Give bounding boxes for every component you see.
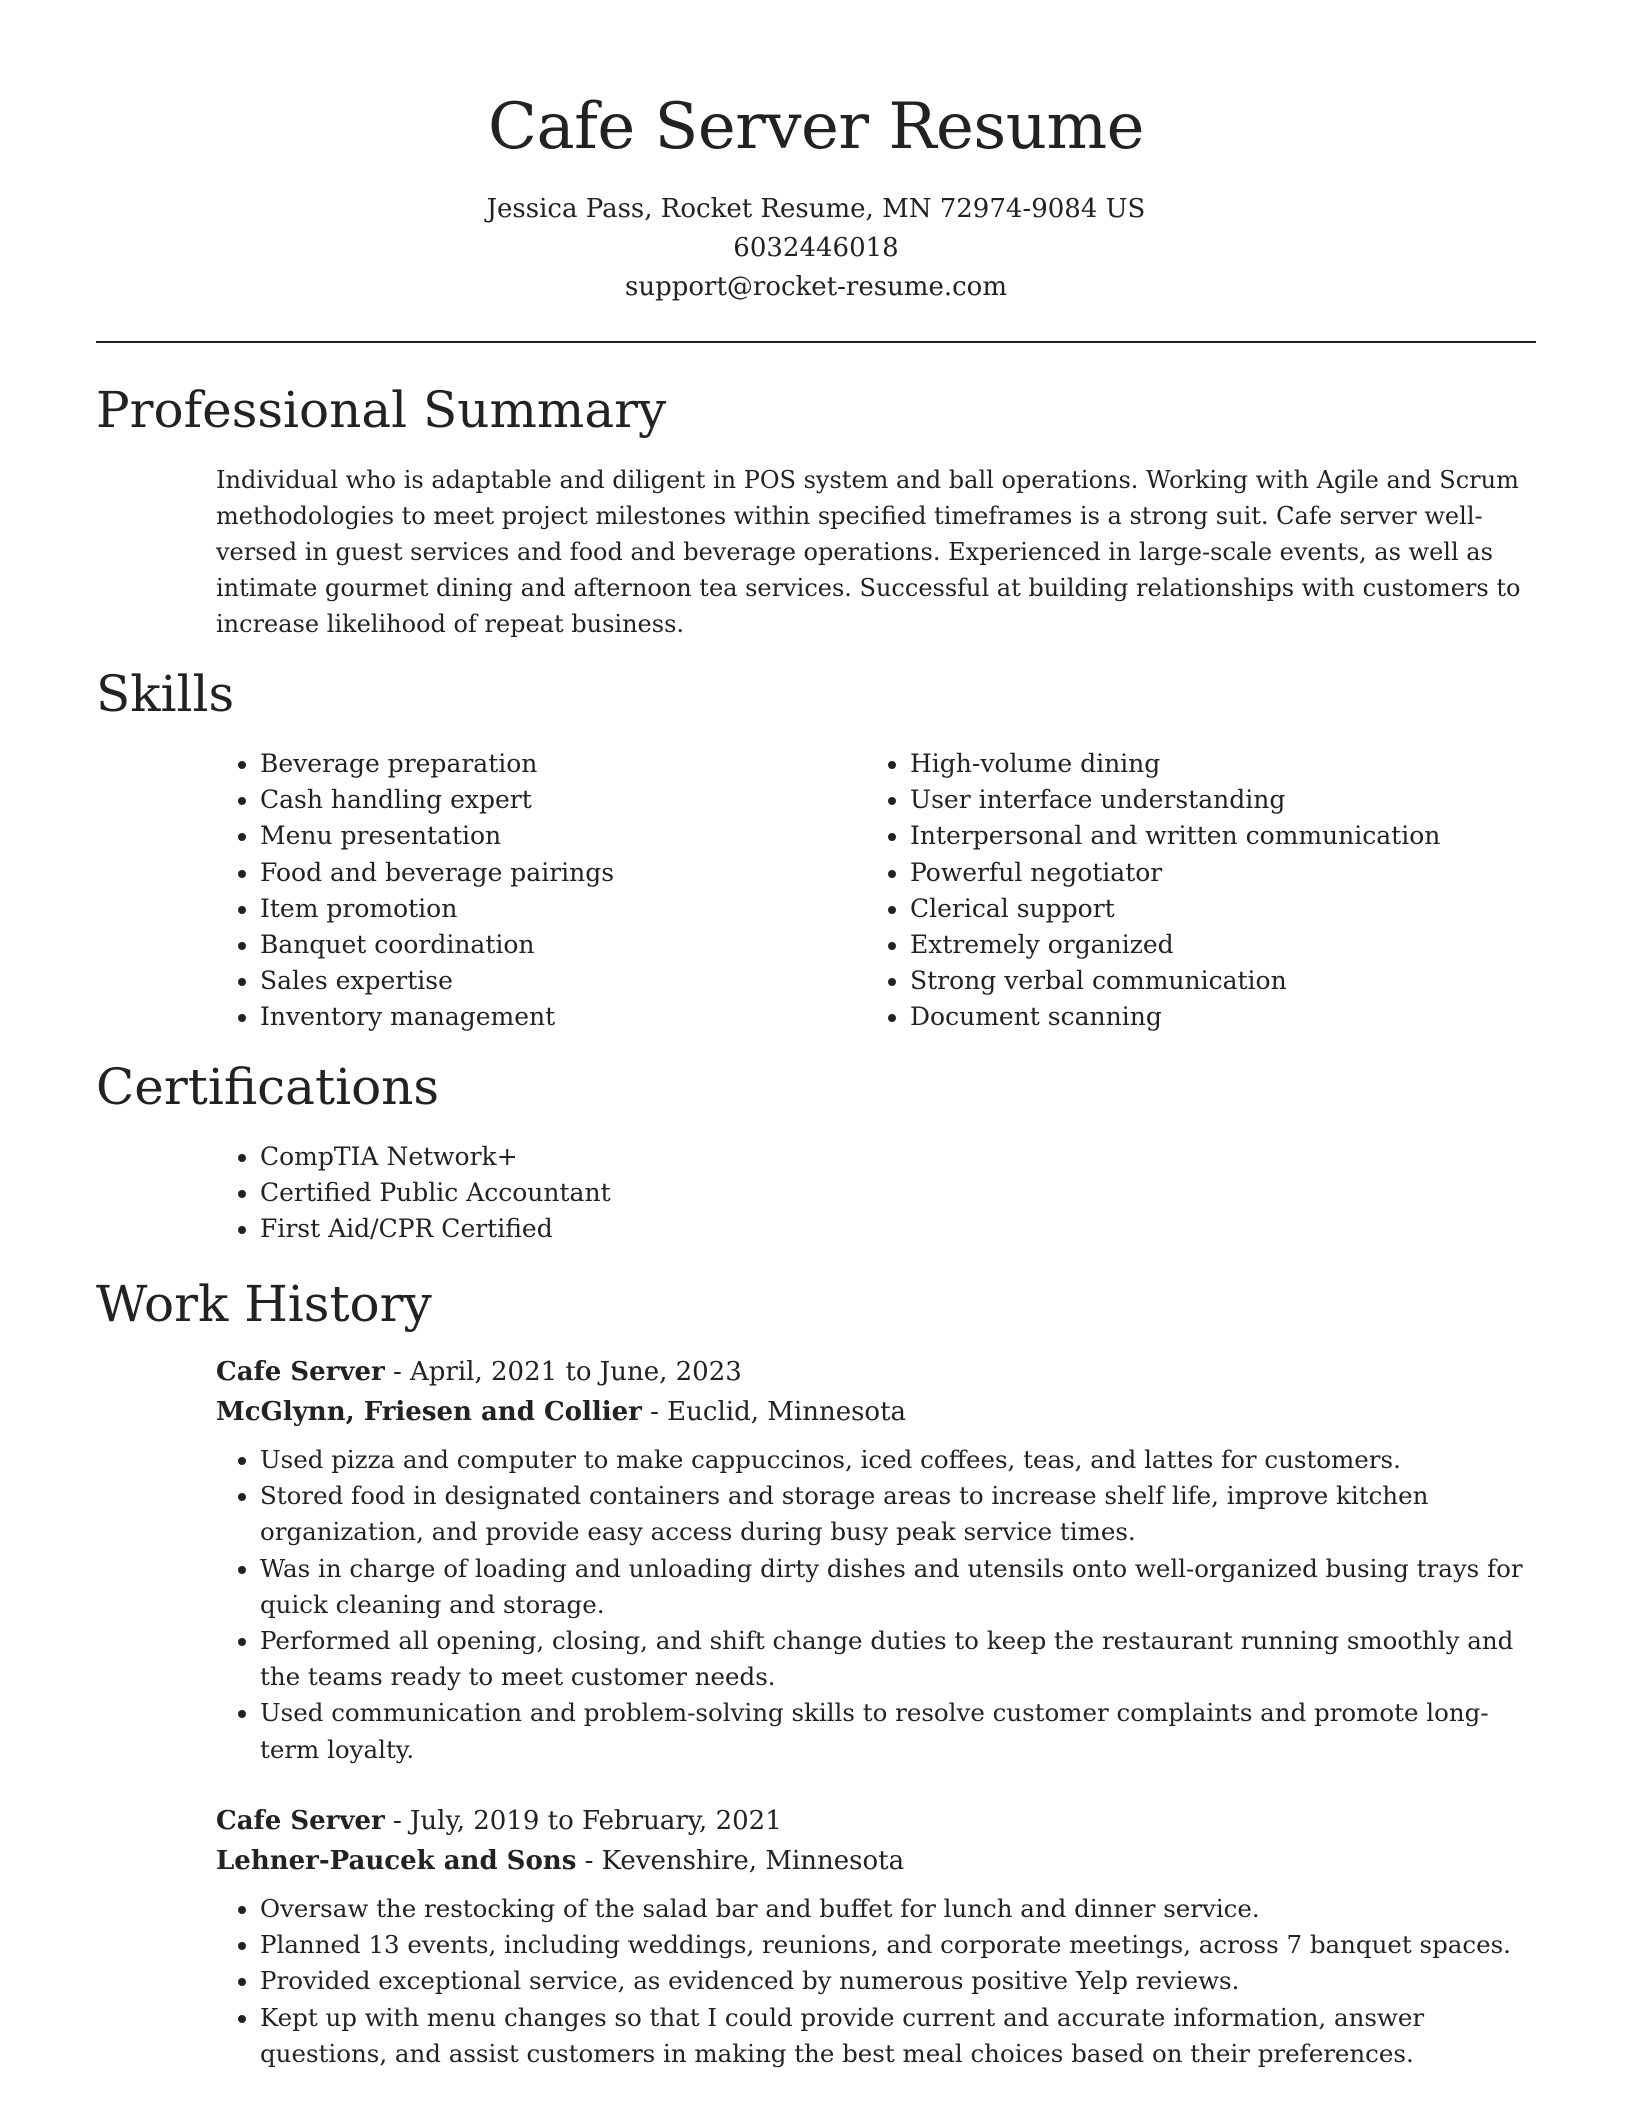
job-entry bbox=[216, 1352, 1546, 1768]
job-location: - Euclid, Minnesota bbox=[641, 1397, 907, 1427]
certification-item: • CompTIA Network+ bbox=[260, 1139, 611, 1175]
header-divider bbox=[96, 341, 1536, 343]
skill-item: • Clerical support bbox=[910, 891, 1526, 927]
skill-item: • Cash handling expert bbox=[260, 782, 816, 818]
job-bullet: • Used communication and problem-solving skills to resolve customer complaints and promote long-term loyalty. bbox=[260, 1695, 1546, 1767]
job-bullet: • Stored food in designated containers and storage areas to increase shelf life, improve kitchen organization, and provide easy access during busy peak service times. bbox=[260, 1478, 1546, 1550]
job-bullet: • Kept up with menu changes so that I could provide current and accurate information, answer questions, and assist customers in making the best meal choices based on their preferences. bbox=[260, 2000, 1546, 2072]
certifications-list bbox=[216, 1139, 611, 1248]
job-bullet: • Performed all opening, closing, and shift change duties to keep the restaurant running smoothly and the teams ready to meet customer needs. bbox=[260, 1623, 1546, 1695]
skill-item: • Powerful negotiator bbox=[910, 855, 1526, 891]
job-title-line bbox=[216, 1801, 1546, 1841]
job-company: McGlynn, Friesen and Collier bbox=[216, 1397, 642, 1427]
job-company-line bbox=[216, 1841, 1546, 1881]
job-bullet: • Planned 13 events, including weddings, reunions, and corporate meetings, across 7 banquet spaces. bbox=[260, 1927, 1546, 1963]
skill-item: • Beverage preparation bbox=[260, 746, 816, 782]
job-title: Cafe Server bbox=[216, 1357, 385, 1387]
skills-column-right bbox=[866, 746, 1526, 1036]
contact-address: Jessica Pass, Rocket Resume, MN 72974-9084 US bbox=[486, 194, 1146, 224]
job-bullet: • Oversaw the restocking of the salad bar and buffet for lunch and dinner service. bbox=[260, 1891, 1546, 1927]
skill-item: • Document scanning bbox=[910, 999, 1526, 1035]
job-title: Cafe Server bbox=[216, 1806, 385, 1836]
job-entry bbox=[216, 1801, 1546, 2072]
resume-title: Cafe Server Resume bbox=[488, 90, 1144, 164]
skill-item: • Extremely organized bbox=[910, 927, 1526, 963]
job-bullet: • Provided exceptional service, as evidenced by numerous positive Yelp reviews. bbox=[260, 1963, 1546, 1999]
job-company-line bbox=[216, 1392, 1546, 1432]
job-company: Lehner-Paucek and Sons bbox=[216, 1846, 577, 1876]
contact-phone: 6032446018 bbox=[733, 233, 899, 263]
job-dates: - April, 2021 to June, 2023 bbox=[384, 1357, 742, 1387]
work-history-heading: Work History bbox=[96, 1275, 432, 1333]
skill-item: • Item promotion bbox=[260, 891, 816, 927]
skill-item: • Interpersonal and written communication bbox=[910, 818, 1526, 854]
contact-email: support@rocket-resume.com bbox=[624, 272, 1007, 302]
job-dates: - July, 2019 to February, 2021 bbox=[384, 1806, 782, 1836]
skill-item: • Inventory management bbox=[260, 999, 816, 1035]
skills-column-left bbox=[216, 746, 816, 1036]
job-title-line bbox=[216, 1352, 1546, 1392]
job-bullet: • Used pizza and computer to make cappuccinos, iced coffees, teas, and lattes for customers. bbox=[260, 1442, 1546, 1478]
skill-item: • Strong verbal communication bbox=[910, 963, 1526, 999]
skill-item: • Sales expertise bbox=[260, 963, 816, 999]
job-location: - Kevenshire, Minnesota bbox=[576, 1846, 905, 1876]
skills-heading: Skills bbox=[96, 665, 235, 723]
contact-block bbox=[96, 190, 1536, 307]
summary-text: Individual who is adaptable and diligent in POS system and ball operations. Working with Agile and Scrum methodologies to meet project milestones within specified timeframes is a strong suit. Cafe server well-versed in guest services and food and beverage operations. Experienced in large-scale events, as well as intimate gourmet dining and afternoon tea services. Successful at building relationships with customers to increase likelihood of repeat business. bbox=[216, 466, 1521, 638]
skill-item: • User interface understanding bbox=[910, 782, 1526, 818]
job-bullet: • Was in charge of loading and unloading dirty dishes and utensils onto well-organized busing trays for quick cleaning and storage. bbox=[260, 1551, 1546, 1623]
certifications-heading: Certifications bbox=[96, 1058, 440, 1116]
skill-item: • Menu presentation bbox=[260, 818, 816, 854]
certification-item: • Certified Public Accountant bbox=[260, 1175, 611, 1211]
skill-item: • Banquet coordination bbox=[260, 927, 816, 963]
skill-item: • High-volume dining bbox=[910, 746, 1526, 782]
certification-item: • First Aid/CPR Certified bbox=[260, 1211, 611, 1247]
skill-item: • Food and beverage pairings bbox=[260, 855, 816, 891]
summary-heading: Professional Summary bbox=[96, 381, 667, 439]
